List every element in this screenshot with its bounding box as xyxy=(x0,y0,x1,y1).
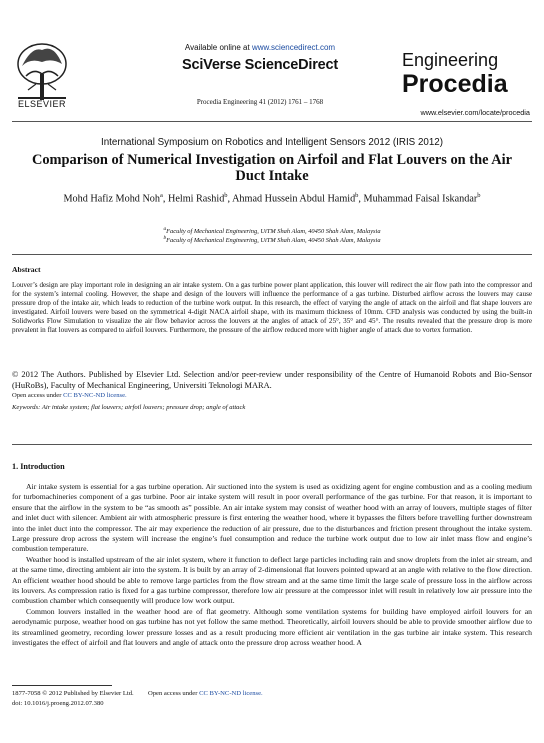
section-divider xyxy=(12,444,532,445)
procedia-logo-line2: Procedia xyxy=(402,70,508,98)
author-name: Mohd Hafiz Mohd Noh xyxy=(63,193,160,205)
abstract-text: Louver’s design are play important role in designing an air intake system. On a gas turbine power plant application, this louver will redirect the air flow path into the compressor and for the system’s internal cooling. However, the shape and design of the louvers will influence the performance of a gas turbine. Disturbed airflow across the louvers may cause pressure drop of the intake air, which leads to reduction of the turbine work output. In this research, the effect of varying the angle of attack on the airfoil and flat shape louvers are investigated. Airfoil louvers were based on the symmetrical 4-digit NACA airfoil shape, with its maximum thickness of 10mm. CFD analysis was conducted by using the built-in Solidworks Flow Simulation to visualize the air flow behavior across the louvers at the angles of attack of 25°, 35° and 45°. The results revealed that the pressure drop is more prevalent in flat louvers as compared to airfoil louvers. Furthermore, the pressure of the airflow reduced more with higher angle of attack due to vortex formation. xyxy=(12,281,532,335)
introduction-heading: 1. Introduction xyxy=(12,462,65,471)
affiliation-text: Faculty of Mechanical Engineering, UiTM Shah Alam, 40450 Shah Alam, Malaysia xyxy=(166,228,381,236)
footer-divider xyxy=(12,685,112,686)
open-access-label: Open access under xyxy=(148,690,200,697)
affiliation-b xyxy=(30,235,514,244)
copyright-notice: © 2012 The Authors. Published by Elsevier Ltd. Selection and/or peer-review under responsibility of the Centre of Humanoid Robots and Bio-Sensor (HuRoBs), Faculty of Mechanical Engineering, Universiti Teknologi MARA. xyxy=(12,370,532,390)
author-name: , Helmi Rashid xyxy=(162,193,225,205)
author-affiliation-mark: b xyxy=(224,192,228,199)
procedia-logo-line1: Engineering xyxy=(402,50,499,70)
author-name: , Ahmad Hussein Abdul Hamid xyxy=(227,193,356,205)
abstract-divider xyxy=(12,254,532,255)
introduction-body xyxy=(12,482,532,649)
elsevier-wordmark: ELSEVIER xyxy=(17,99,67,109)
affiliation-a xyxy=(30,226,514,235)
author-affiliation-mark: a xyxy=(160,192,163,199)
available-online xyxy=(110,43,410,52)
conference-name: International Symposium on Robotics and Intelligent Sensors 2012 (IRIS 2012) xyxy=(101,137,443,148)
available-prefix: Available online at xyxy=(184,43,252,52)
footer-issn: 1877-7058 © 2012 Published by Elsevier Ltd. xyxy=(12,690,134,697)
sciencedirect-link[interactable]: www.sciencedirect.com xyxy=(251,43,336,52)
footer-open-access xyxy=(148,690,263,697)
affiliation-mark: a xyxy=(163,226,167,232)
open-access-notice xyxy=(12,392,127,399)
paper-title: Comparison of Numerical Investigation on Airfoil and Flat Louvers on the Air Duct Intake xyxy=(31,152,513,184)
paragraph: Weather hood is installed upstream of the air inlet system, where it function to deflect large particles including rain and snow droplets from the inlet air stream, and at the same time, directing ambient air into the system. It is built by an array of 2-dimensional flat louvers pointed upward at an angle with relative to the flow direction. An efficient weather hood should be able to remove large particles from the flow stream and at the same time limit the large scale of pressure loss in the airflow across its louvers. As compression ratio is fixed for a gas turbine compressor, therefore low air pressure at the compressor inlet will result in relatively low air pressure into the combustion chamber which consequently will produce low work output. xyxy=(12,554,532,606)
elsevier-logo xyxy=(12,40,72,102)
paragraph: Air intake system is essential for a gas turbine operation. Air suctioned into the system is used as oxidizing agent for engine combustion and as a cooling medium for turbomachineries component of a gas turbine. Poor air intake system will result in poor overall performance of the gas turbine. For that reason, it is important to ensure that the airflow in the system to be “as smooth as” possible. An air intake system may consist of weather hood with an array of louvers, multiple stages of filter and inlet duct with silencer. Ambient air with atmospheric pressure is first entering the weather hood, where it bypasses the filters before travelling further downstream into the inlet duct into the compressor. The air may experience the reduction of air pressure, due to the disturbances and friction present throughout the intake system. Large pressure drop across the system will increase the engine’s fuel consumption and reduce the turbine work output due to low air inlet mass flow and engine’s combustion temperature. xyxy=(12,482,532,554)
open-access-label: Open access under xyxy=(12,392,64,399)
header-divider xyxy=(12,121,532,122)
affiliation-text: Faculty of Mechanical Engineering, UiTM Shah Alam, 40450 Shah Alam, Malaysia xyxy=(166,237,381,245)
abstract-heading: Abstract xyxy=(12,265,41,274)
authors xyxy=(30,189,514,206)
procedia-logo xyxy=(398,46,528,106)
license-link[interactable]: CC BY-NC-ND license. xyxy=(63,392,127,399)
sciverse-title: SciVerse ScienceDirect xyxy=(181,57,338,73)
license-link[interactable]: CC BY-NC-ND license. xyxy=(199,690,263,697)
keywords: Keywords: Air intake system; flat louvers; airfoil louvers; pressure drop; angle of attack xyxy=(12,404,246,411)
paragraph: Common louvers installed in the weather hood are of flat geometry. Although some ventilation systems for building have employed airfoil louvers for an aerodynamic purpose, weather hood on gas turbine has not yet follow the same method. Theoretically, airfoil louvers should be able to provide smoother airflow due to its streamlined geometry, recording lower pressure losses and as a result producing more efficient air ventilation in the gas turbine air intake system. This research investigates the effect of airfoil and flat louvers and angle of attack onto the pressure drop across weather hood. A xyxy=(12,606,532,648)
author-affiliation-mark: b xyxy=(477,192,481,199)
journal-reference: Procedia Engineering 41 (2012) 1761 – 1768 xyxy=(196,98,324,106)
author-affiliation-mark: b xyxy=(355,192,359,199)
author-name: , Muhammad Faisal Iskandar xyxy=(358,193,478,205)
footer-doi: doi: 10.1016/j.proeng.2012.07.380 xyxy=(12,700,104,707)
procedia-url[interactable]: www.elsevier.com/locate/procedia xyxy=(420,108,530,117)
affiliation-mark: b xyxy=(163,235,167,241)
